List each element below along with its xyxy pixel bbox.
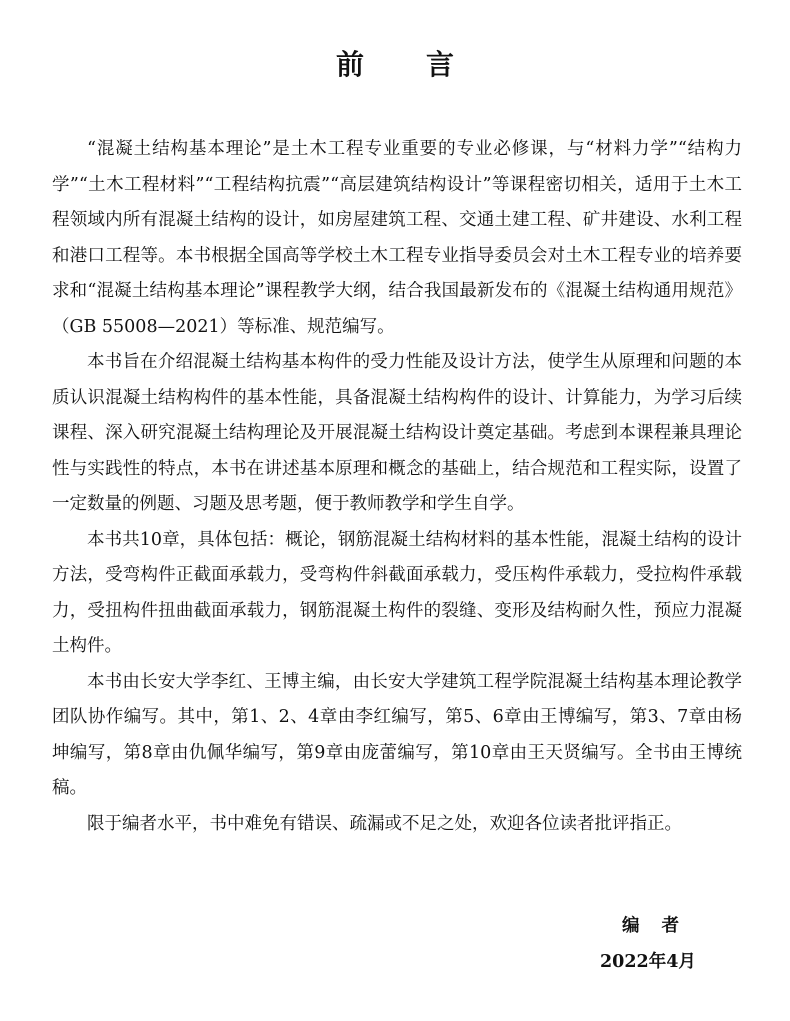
paragraph-acknowledgement: 限于编者水平，书中难免有错误、疏漏或不足之处，欢迎各位读者批评指正。 xyxy=(87,813,682,834)
signature-date: 2022年4月 xyxy=(600,952,696,972)
signature-block xyxy=(600,908,750,980)
preface-body xyxy=(52,132,742,842)
paragraph-book-purpose: 本书旨在介绍混凝土结构基本构件的受力性能及设计方法，使学生从原理和问题的本质认识混凝土结构构件的基本性能，具备混凝土结构构件的设计、计算能力，为学习后续课程、深入研究混凝土结构理论及开展混凝土结构设计奠定基础。考虑到本课程兼具理论性与实践性的特点，本书在讲述基本原理和概念的基础上，结合规范和工程实际，设置了一定数量的例题、习题及思考题，便于教师教学和学生自学。 xyxy=(52,352,742,514)
page-title: 前言 xyxy=(335,48,516,81)
signature-author: 编者 xyxy=(622,916,701,936)
paragraph-chapter-summary: 本书共10章，具体包括：概论，钢筋混凝土结构材料的基本性能，混凝土结构的设计方法，受弯构件正截面承载力，受弯构件斜截面承载力，受压构件承载力，受拉构件承载力，受扭构件扭曲截面承载力，钢筋混凝土构件的裂缝、变形及结构耐久性，预应力混凝土构件。 xyxy=(52,529,742,656)
paragraph-authorship: 本书由长安大学李红、王博主编，由长安大学建筑工程学院混凝土结构基本理论教学团队协作编写。其中，第1、2、4章由李红编写，第5、6章由王博编写，第3、7章由杨坤编写，第8章由仇佩华编写，第9章由庞蕾编写，第10章由王天贤编写。全书由王博统稿。 xyxy=(52,671,742,798)
paragraph-course-intro: “混凝土结构基本理论”是土木工程专业重要的专业必修课，与“材料力学”“结构力学”“土木工程材料”“工程结构抗震”“高层建筑结构设计”等课程密切相关，适用于土木工程领域内所有混凝土结构的设计，如房屋建筑工程、交通土建工程、矿井建设、水利工程和港口工程等。本书根据全国高等学校土木工程专业指导委员会对土木工程专业的培养要求和“混凝土结构基本理论”课程教学大纲，结合我国最新发布的《混凝土结构通用规范》（GB 55008—2021）等标准、规范编写。 xyxy=(52,139,742,337)
